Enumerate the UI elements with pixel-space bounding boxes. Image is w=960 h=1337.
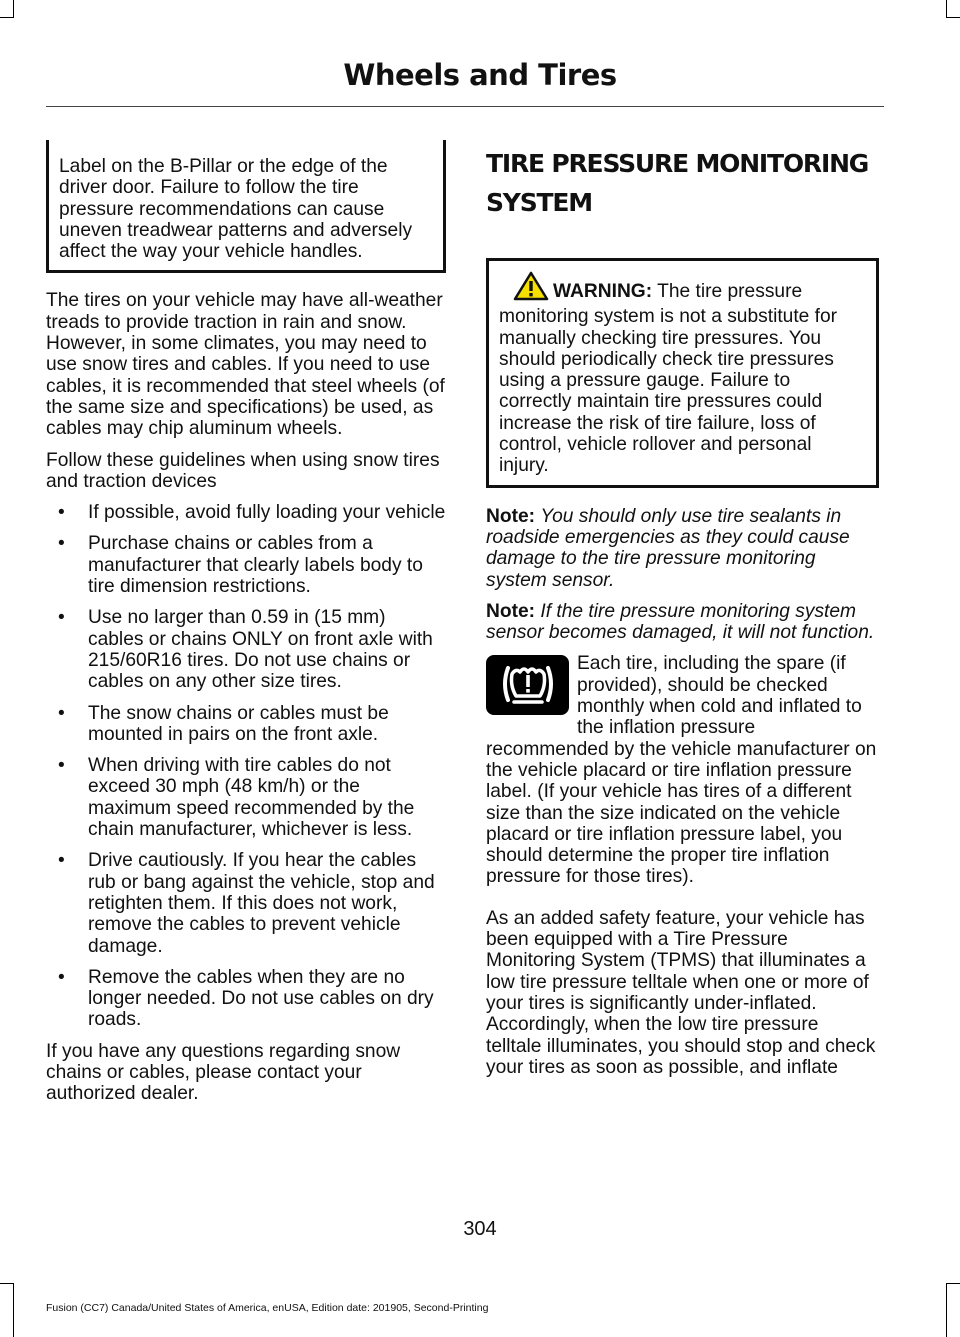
bullet-symbol: • (58, 533, 65, 555)
page-header-title: Wheels and Tires (343, 58, 617, 92)
section-heading-line2: SYSTEM (486, 188, 592, 217)
list-item (46, 533, 446, 597)
note-sealants (486, 506, 879, 591)
all-weather-paragraph: The tires on your vehicle may have all-weather treads to provide traction in rain and snow. However, in some climates, you may need to use snow tires and cables. If you need to use cables, it is recommended that steel wheels (of the same size and specifications) be used, as cables may chip aluminum wheels. (46, 290, 445, 440)
bullet-symbol: • (58, 502, 65, 524)
list-item-text: Purchase chains or cables from a manufacturer that clearly labels body to tire dimension restrictions. (88, 533, 423, 598)
bullet-symbol: • (58, 966, 65, 988)
edition-footer: Fusion (CC7) Canada/United States of America, enUSA, Edition date: 201905, Second-Printing (46, 1302, 489, 1314)
guidelines-intro: Follow these guidelines when using snow tires and traction devices (46, 449, 440, 492)
bullet-symbol: • (58, 850, 65, 872)
note-sensor-damage (486, 601, 879, 644)
crop-mark-top-right-v (946, 0, 947, 18)
warning-triangle-icon (513, 271, 549, 306)
tpms-safety-feature-paragraph: As an added safety feature, your vehicle has been equipped with a Tire Pressure Monitoring System (TPMS) that illuminates a low tire pressure telltale when one or more of your tires is significantly under-inflated. Accordingly, when the low tire pressure telltale illuminates, you should stop and check your tires as soon as possible, and inflate (486, 907, 876, 1078)
note-label: Note: (486, 505, 536, 527)
warning-label: WARNING: (553, 281, 653, 302)
list-item (46, 607, 446, 692)
list-item (46, 755, 446, 840)
crop-mark-bottom-right-h (947, 1283, 960, 1284)
dealer-contact-paragraph: If you have any questions regarding snow chains or cables, please contact your authorized dealer. (46, 1040, 401, 1105)
tire-label-box (46, 140, 446, 273)
section-heading-line1: TIRE PRESSURE MONITORING (486, 149, 869, 178)
bullet-symbol: • (58, 755, 65, 777)
bullet-symbol: • (58, 702, 65, 724)
tpms-check-paragraph (486, 653, 879, 887)
note-text: You should only use tire sealants in roadside emergencies as they could cause damage to the tire pressure monitoring system sensor. (486, 505, 850, 591)
crop-mark-bottom-right-v (946, 1283, 947, 1337)
bullet-symbol: • (58, 607, 65, 629)
header-rule (46, 106, 884, 107)
warning-text: The tire pressure monitoring system is not a substitute for manually checking tire pressures. You should periodically check tire pressures using a pressure gauge. Failure to correctly maintain tire pressures could increase the risk of tire failure, loss of control, vehicle rollover and personal injury. (499, 281, 838, 477)
list-item (46, 967, 446, 1031)
crop-mark-top-right-h (947, 17, 960, 18)
snow-tire-guidelines-list (46, 502, 446, 1031)
list-item (46, 502, 446, 523)
page-number: 304 (463, 1218, 497, 1240)
list-item-text: When driving with tire cables do not exceed 30 mph (48 km/h) or the maximum speed recommended by the chain manufacturer, whichever is less. (88, 755, 415, 841)
right-column (486, 140, 879, 1088)
crop-mark-bottom-left-v (13, 1283, 14, 1337)
crop-mark-bottom-left-h (0, 1283, 13, 1284)
crop-mark-top-left-v (13, 0, 14, 18)
list-item-text: Use no larger than 0.59 in (15 mm) cables or chains ONLY on front axle with 215/60R16 tires. Do not use chains or cables on any other size tires. (88, 607, 433, 693)
tpms-telltale-icon (486, 655, 569, 715)
list-item-text: The snow chains or cables must be mounted in pairs on the front axle. (88, 702, 389, 745)
list-item-text: If possible, avoid fully loading your vehicle (88, 502, 446, 524)
warning-box (486, 258, 879, 488)
tire-label-box-text: Label on the B-Pillar or the edge of the driver door. Failure to follow the tire pressure recommendations can cause uneven treadwear patterns and adversely affect the way your vehicle handles. (59, 156, 413, 263)
list-item-text: Drive cautiously. If you hear the cables rub or bang against the vehicle, stop and retighten them. If this does not work, remove the cables to prevent vehicle damage. (88, 850, 435, 957)
left-column (46, 140, 446, 1115)
note-label: Note: (486, 600, 536, 622)
note-text: If the tire pressure monitoring system sensor becomes damaged, it will not function. (486, 600, 875, 644)
tpms-check-text: Each tire, including the spare (if provided), should be checked monthly when cold and inflated to the inflation pressure recommended by the vehicle manufacturer on the vehicle placard or tire inflation pressure label. (If your vehicle has tires of a different size than the size indicated on the vehicle placard or tire inflation pressure label, you should determine the proper tire inflation pressure for those tires). (486, 653, 877, 888)
crop-mark-top-left-h (0, 17, 13, 18)
list-item (46, 850, 446, 956)
section-heading (486, 148, 879, 218)
list-item-text: Remove the cables when they are no longer needed. Do not use cables on dry roads. (88, 966, 434, 1031)
list-item (46, 703, 446, 746)
